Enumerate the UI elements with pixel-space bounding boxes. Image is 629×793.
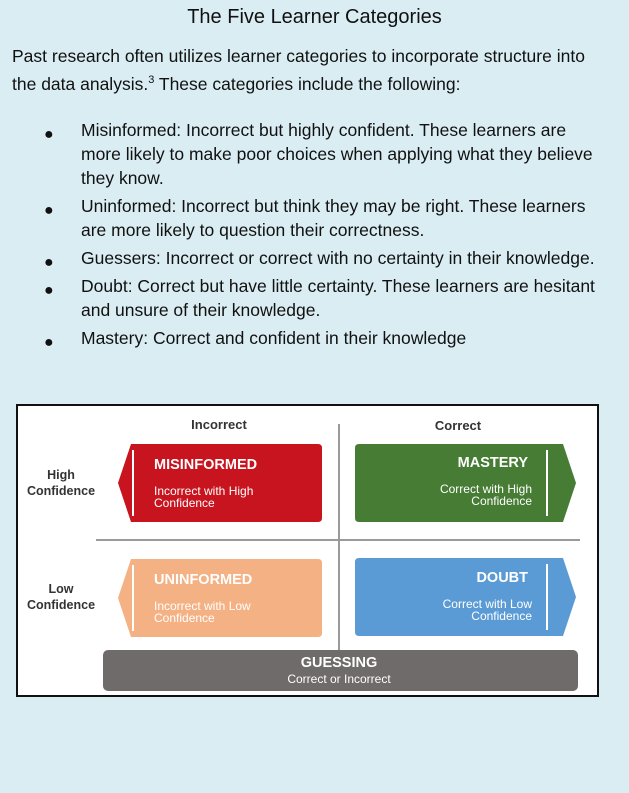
list-item-text: Uninformed: Incorrect but think they may be right. These learners are more likely to question their correctness. <box>81 196 586 240</box>
list-item <box>0 274 629 322</box>
guessing-desc: Correct or Incorrect <box>287 672 391 686</box>
misinformed-title: MISINFORMED <box>154 457 258 473</box>
citation-superscript: 3 <box>148 74 155 86</box>
intro-text-continued: These categories include the following: <box>154 73 461 94</box>
misinformed-desc-line2: Confidence <box>154 496 215 510</box>
row-header-low-line1: Low <box>48 582 74 596</box>
uninformed-box <box>118 559 322 637</box>
uninformed-title: UNINFORMED <box>154 572 253 588</box>
list-item-text: Doubt: Correct but have little certainty. These learners are hesitant and unsure of their knowledge. <box>81 276 595 320</box>
diagram-canvas <box>18 406 597 695</box>
doubt-desc-line1: Correct with Low <box>442 597 532 611</box>
row-header-high-line2: Confidence <box>26 484 96 498</box>
uninformed-desc-line2: Confidence <box>154 611 215 625</box>
misinformed-desc-line1: Incorrect with High <box>154 484 254 498</box>
bullet-icon: ● <box>44 254 54 271</box>
bullet-icon: ● <box>44 202 54 219</box>
misinformed-box <box>118 444 322 522</box>
bullet-icon: ● <box>44 334 54 351</box>
list-item-text: Guessers: Incorrect or correct with no certainty in their knowledge. <box>81 248 595 268</box>
list-item <box>0 246 629 270</box>
column-header-incorrect: Incorrect <box>191 417 247 432</box>
doubt-desc-line2: Confidence <box>471 609 532 623</box>
bullet-icon: ● <box>44 126 54 143</box>
list-item <box>0 326 629 350</box>
bullet-icon: ● <box>44 282 54 299</box>
uninformed-desc-line1: Incorrect with Low <box>154 599 251 613</box>
list-item <box>0 118 629 190</box>
row-header-low-line2: Confidence <box>26 598 96 612</box>
list-item-text: Mastery: Correct and confident in their knowledge <box>81 328 467 348</box>
mastery-desc-line2: Confidence <box>471 494 532 508</box>
category-list <box>0 118 629 354</box>
intro-paragraph <box>12 44 612 96</box>
doubt-title: DOUBT <box>476 570 528 586</box>
learner-categories-diagram <box>16 404 599 697</box>
column-header-correct: Correct <box>434 418 482 433</box>
row-header-high-line1: High <box>47 468 75 482</box>
mastery-title: MASTERY <box>457 455 528 471</box>
guessing-title: GUESSING <box>300 655 378 671</box>
mastery-desc-line1: Correct with High <box>439 482 532 496</box>
page-title: The Five Learner Categories <box>187 6 442 28</box>
list-item-text: Misinformed: Incorrect but highly confident. These learners are more likely to make poor choices when applying what they believe they know. <box>81 120 593 188</box>
intro-text: Past research often utilizes learner categories to incorporate structure into the data analysis. <box>12 46 585 94</box>
list-item <box>0 194 629 242</box>
